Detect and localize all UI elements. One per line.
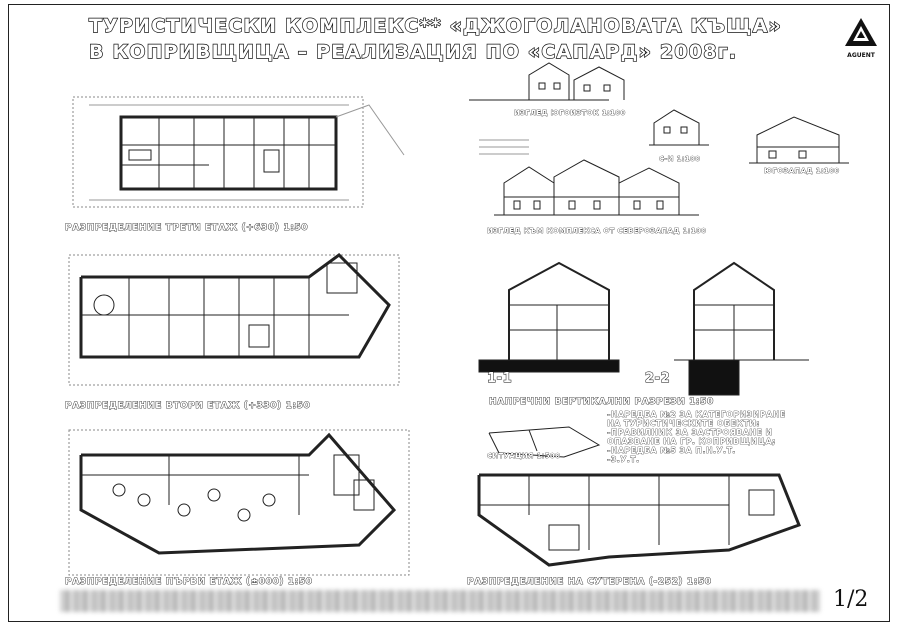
first-floor-plan-label: РАЗПРЕДЕЛЕНИЕ ПЪРВИ ЕТАЖ (±000) 1:50 — [65, 577, 313, 587]
architectural-drawings — [9, 5, 891, 623]
sheet-title-line2: В КОПРИВЩИЦА – РЕАЛИЗАЦИЯ ПО «САПАРД» 2008г. — [89, 41, 738, 63]
drawing-sheet — [8, 4, 890, 622]
note-line: НА ТУРИСТИЧЕСКИТЕ ОБЕКТИ: — [607, 419, 760, 428]
section-1-1-label: 1-1 — [487, 371, 513, 386]
situation-label: СИТУАЦИЯ 1:500 — [487, 452, 561, 460]
blurred-caption — [60, 590, 820, 612]
page-number: 1/2 — [833, 587, 869, 612]
second-floor-plan-label: РАЗПРЕДЕЛЕНИЕ ВТОРИ ЕТАЖ (+330) 1:50 — [65, 401, 311, 411]
first-floor-plan — [69, 430, 409, 575]
sheet-title-line1: ТУРИСТИЧЕСКИ КОМПЛЕКС** «ДЖОГОЛАНОВАТА КЪЩА» — [89, 15, 782, 37]
regulations-notes — [607, 410, 807, 464]
note-line: -НАРЕДБА №2 ЗА КАТЕГОРИЗИРАНЕ — [607, 410, 786, 419]
third-floor-plan — [73, 97, 404, 207]
section-2-2 — [674, 263, 809, 395]
note-line: ОПАЗВАНЕ НА ГР. КОПРИВЩИЦА; — [607, 437, 776, 446]
elevation-nw-label: С-И 1:100 — [659, 155, 701, 163]
note-line: -З.У.Т. — [607, 455, 640, 464]
elevation-complex-label: ИЗГЛЕД КЪМ КОМПЛЕКСА ОТ СЕВЕРОЗАПАД 1:100 — [487, 227, 707, 235]
elevation-southwest — [749, 117, 849, 163]
note-line: -ПРАВИЛНИК ЗА ЗАСТРОЯВАНЕ И — [607, 428, 773, 437]
section-2-2-label: 2-2 — [645, 371, 671, 386]
basement-plan-label: РАЗПРЕДЕЛЕНИЕ НА СУТЕРЕНА (-252) 1:50 — [467, 577, 712, 587]
elevation-southwest-label: ЮГОЗАПАД 1:100 — [764, 167, 840, 175]
logo-text: AGUENT — [847, 52, 875, 59]
note-line: -НАРЕДБА №5 ЗА П.Н.У.Т. — [607, 446, 736, 455]
elevation-nw — [649, 110, 709, 145]
basement-plan — [479, 475, 799, 565]
elevation-southeast-label: ИЗГЛЕД ЮГОИЗТОК 1:100 — [514, 109, 626, 117]
section-1-1 — [479, 263, 619, 372]
sections-title: НАПРЕЧНИ ВЕРТИКАЛНИ РАЗРЕЗИ 1:50 — [489, 397, 714, 407]
second-floor-plan — [69, 255, 399, 385]
third-floor-plan-label: РАЗПРЕДЕЛЕНИЕ ТРЕТИ ЕТАЖ (+630) 1:50 — [65, 223, 309, 233]
elevation-southeast — [469, 63, 624, 100]
elevation-complex-northwest — [479, 140, 699, 215]
